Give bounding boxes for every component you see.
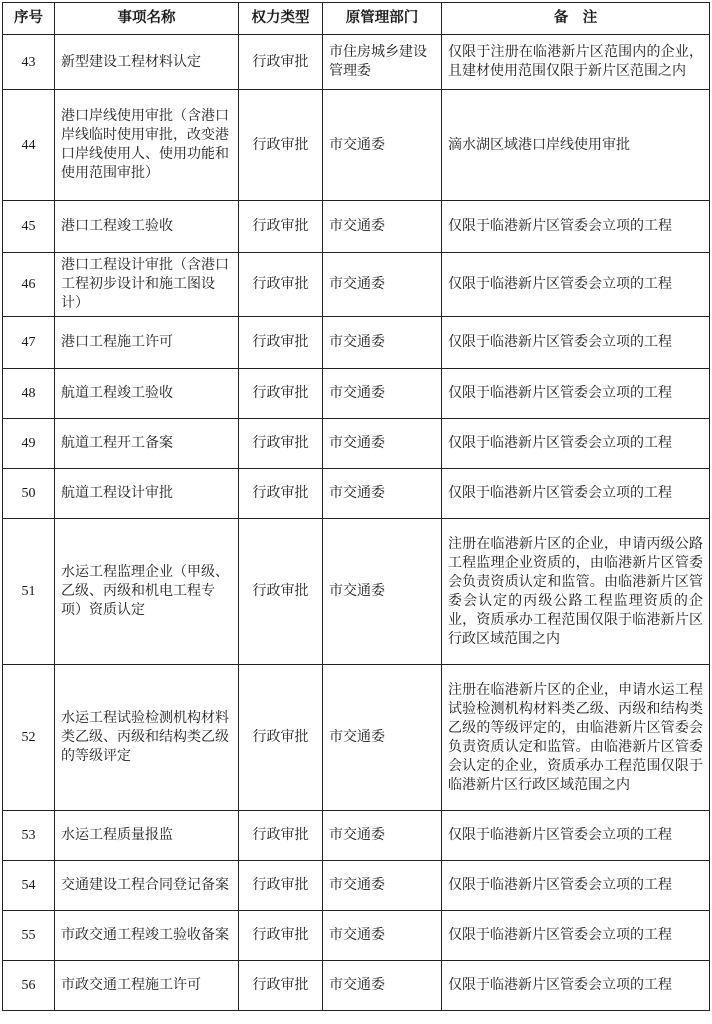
table-row xyxy=(3,961,710,1011)
cell-name: 新型建设工程材料认定 xyxy=(55,35,239,90)
cell-no: 46 xyxy=(3,253,55,317)
table-body xyxy=(3,35,710,1011)
cell-note: 仅限于临港新片区管委会立项的工程 xyxy=(442,317,710,369)
cell-no: 47 xyxy=(3,317,55,369)
cell-note: 注册在临港新片区的企业，申请丙级公路工程监理企业资质的，由临港新片区管委会负责资质认定和监管。由临港新片区管委会认定的丙级公路工程监理资质的企业，资质承办工程范围仅限于临港新片区行政区域范围之内 xyxy=(442,519,710,665)
cell-name: 航道工程竣工验收 xyxy=(55,369,239,419)
table-header xyxy=(3,3,710,35)
cell-note: 滴水湖区域港口岸线使用审批 xyxy=(442,90,710,201)
cell-dept: 市交通委 xyxy=(323,911,442,961)
cell-no: 48 xyxy=(3,369,55,419)
cell-type: 行政审批 xyxy=(239,665,323,811)
cell-name: 航道工程设计审批 xyxy=(55,469,239,519)
cell-type: 行政审批 xyxy=(239,419,323,469)
cell-name: 水运工程质量报监 xyxy=(55,811,239,861)
cell-name: 港口岸线使用审批（含港口岸线临时使用审批，改变港口岸线使用人、使用功能和使用范围审批） xyxy=(55,90,239,201)
table-row xyxy=(3,369,710,419)
cell-dept: 市交通委 xyxy=(323,665,442,811)
header-no: 序号 xyxy=(3,3,55,35)
cell-dept: 市交通委 xyxy=(323,90,442,201)
header-type: 权力类型 xyxy=(239,3,323,35)
table-row xyxy=(3,519,710,665)
items-table xyxy=(2,2,710,1011)
cell-dept: 市交通委 xyxy=(323,201,442,253)
cell-note: 仅限于注册在临港新片区范围内的企业，且建材使用范围仅限于新片区范围之内 xyxy=(442,35,710,90)
cell-dept: 市交通委 xyxy=(323,811,442,861)
cell-dept: 市交通委 xyxy=(323,317,442,369)
cell-type: 行政审批 xyxy=(239,253,323,317)
cell-no: 43 xyxy=(3,35,55,90)
table-row xyxy=(3,317,710,369)
cell-name: 市政交通工程竣工验收备案 xyxy=(55,911,239,961)
cell-note: 仅限于临港新片区管委会立项的工程 xyxy=(442,911,710,961)
cell-no: 54 xyxy=(3,861,55,911)
cell-no: 50 xyxy=(3,469,55,519)
cell-no: 53 xyxy=(3,811,55,861)
cell-name: 航道工程开工备案 xyxy=(55,419,239,469)
cell-name: 市政交通工程施工许可 xyxy=(55,961,239,1011)
cell-note: 仅限于临港新片区管委会立项的工程 xyxy=(442,811,710,861)
cell-dept: 市交通委 xyxy=(323,961,442,1011)
cell-dept: 市交通委 xyxy=(323,253,442,317)
table-row xyxy=(3,419,710,469)
cell-dept: 市交通委 xyxy=(323,419,442,469)
cell-dept: 市交通委 xyxy=(323,861,442,911)
header-note: 备 注 xyxy=(442,3,710,35)
cell-note: 仅限于临港新片区管委会立项的工程 xyxy=(442,369,710,419)
table-row xyxy=(3,861,710,911)
cell-note: 仅限于临港新片区管委会立项的工程 xyxy=(442,253,710,317)
cell-no: 49 xyxy=(3,419,55,469)
cell-name: 水运工程监理企业（甲级、乙级、丙级和机电工程专项）资质认定 xyxy=(55,519,239,665)
cell-no: 45 xyxy=(3,201,55,253)
cell-dept: 市交通委 xyxy=(323,469,442,519)
cell-type: 行政审批 xyxy=(239,90,323,201)
cell-no: 44 xyxy=(3,90,55,201)
cell-type: 行政审批 xyxy=(239,811,323,861)
table-row xyxy=(3,253,710,317)
cell-no: 55 xyxy=(3,911,55,961)
header-name: 事项名称 xyxy=(55,3,239,35)
cell-type: 行政审批 xyxy=(239,317,323,369)
cell-dept: 市住房城乡建设管理委 xyxy=(323,35,442,90)
cell-type: 行政审批 xyxy=(239,519,323,665)
cell-note: 仅限于临港新片区管委会立项的工程 xyxy=(442,961,710,1011)
cell-type: 行政审批 xyxy=(239,911,323,961)
header-row xyxy=(3,3,710,35)
header-dept: 原管理部门 xyxy=(323,3,442,35)
cell-dept: 市交通委 xyxy=(323,369,442,419)
cell-type: 行政审批 xyxy=(239,201,323,253)
cell-type: 行政审批 xyxy=(239,369,323,419)
cell-name: 港口工程竣工验收 xyxy=(55,201,239,253)
cell-type: 行政审批 xyxy=(239,35,323,90)
cell-note: 仅限于临港新片区管委会立项的工程 xyxy=(442,201,710,253)
cell-note: 仅限于临港新片区管委会立项的工程 xyxy=(442,861,710,911)
cell-dept: 市交通委 xyxy=(323,519,442,665)
table-row xyxy=(3,201,710,253)
cell-note: 仅限于临港新片区管委会立项的工程 xyxy=(442,469,710,519)
cell-type: 行政审批 xyxy=(239,469,323,519)
cell-name: 港口工程施工许可 xyxy=(55,317,239,369)
table-row xyxy=(3,90,710,201)
table-row xyxy=(3,35,710,90)
table-row xyxy=(3,469,710,519)
cell-note: 注册在临港新片区的企业，申请水运工程试验检测机构材料类乙级、丙级和结构类乙级的等级评定的，由临港新片区管委会负责资质认定和监管。由临港新片区管委会认定的企业，资质承办工程范围仅限于临港新片区行政区域范围之内 xyxy=(442,665,710,811)
cell-note: 仅限于临港新片区管委会立项的工程 xyxy=(442,419,710,469)
cell-type: 行政审批 xyxy=(239,961,323,1011)
cell-name: 交通建设工程合同登记备案 xyxy=(55,861,239,911)
cell-no: 51 xyxy=(3,519,55,665)
table-row xyxy=(3,911,710,961)
table-row xyxy=(3,811,710,861)
cell-name: 港口工程设计审批（含港口工程初步设计和施工图设计） xyxy=(55,253,239,317)
cell-no: 52 xyxy=(3,665,55,811)
table-row xyxy=(3,665,710,811)
cell-name: 水运工程试验检测机构材料类乙级、丙级和结构类乙级的等级评定 xyxy=(55,665,239,811)
cell-no: 56 xyxy=(3,961,55,1011)
cell-type: 行政审批 xyxy=(239,861,323,911)
